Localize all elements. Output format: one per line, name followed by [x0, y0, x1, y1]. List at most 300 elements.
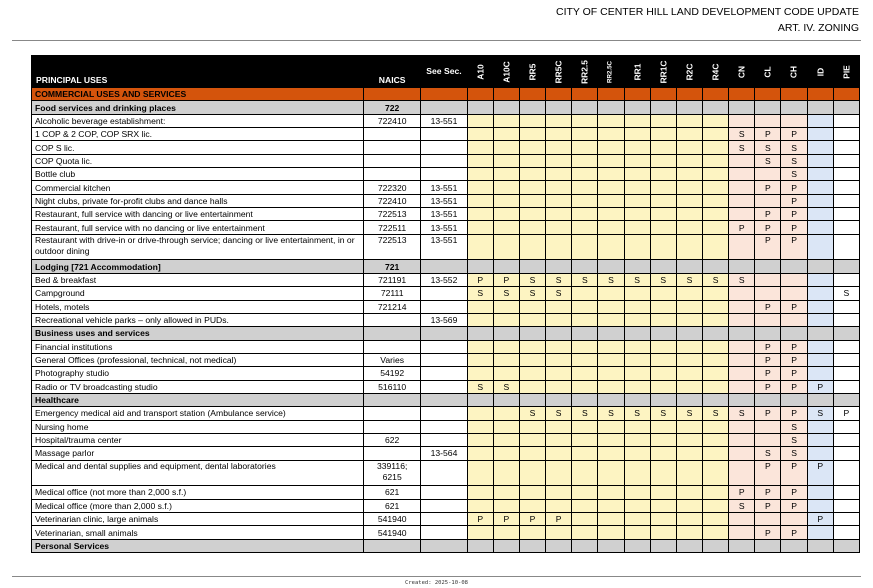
see-section: [421, 420, 467, 433]
zone-permission-cell: P: [755, 499, 781, 512]
zone-permission-cell: [833, 260, 859, 273]
table-row: [32, 353, 860, 366]
zone-permission-cell: [676, 260, 702, 273]
use-label: Medical and dental supplies and equipment, dental laboratories: [32, 460, 364, 486]
use-label: Restaurant with drive-in or drive-through service; dancing or live entertainment, in or outdoor dining: [32, 234, 364, 260]
zone-permission-cell: [572, 114, 598, 127]
table-header-row: [32, 56, 860, 88]
zone-permission-cell: [546, 300, 572, 313]
zone-permission-cell: [624, 141, 650, 154]
zone-header-label: RR2.5: [579, 59, 590, 84]
use-label: Bed & breakfast: [32, 273, 364, 286]
zone-permission-cell: [519, 181, 545, 194]
zone-permission-cell: [676, 221, 702, 234]
zone-permission-cell: [807, 499, 833, 512]
naics-code: [364, 340, 421, 353]
zone-permission-cell: [729, 393, 755, 406]
zone-permission-cell: [650, 154, 676, 167]
zone-permission-cell: [624, 380, 650, 393]
zone-permission-cell: [650, 460, 676, 486]
zone-permission-cell: [833, 154, 859, 167]
zone-permission-cell: [807, 208, 833, 221]
table-row: [32, 486, 860, 499]
zone-permission-cell: [546, 433, 572, 446]
zone-permission-cell: [807, 141, 833, 154]
use-label: Food services and drinking places: [32, 101, 364, 114]
zone-permission-cell: S: [546, 287, 572, 300]
zone-permission-cell: [467, 407, 493, 420]
zone-header: [729, 56, 755, 88]
zone-permission-cell: [519, 114, 545, 127]
table-row: [32, 407, 860, 420]
use-label: Restaurant, full service with no dancing or live entertainment: [32, 221, 364, 234]
principal-uses-header: PRINCIPAL USES: [32, 56, 364, 88]
zone-permission-cell: [729, 181, 755, 194]
zone-header-label: RR5C: [553, 60, 564, 83]
zone-permission-cell: [650, 313, 676, 326]
zone-permission-cell: [546, 194, 572, 207]
zone-permission-cell: [807, 393, 833, 406]
zone-permission-cell: [467, 460, 493, 486]
zone-permission-cell: [493, 313, 519, 326]
zone-permission-cell: [729, 526, 755, 539]
zone-permission-cell: [650, 114, 676, 127]
zone-permission-cell: [598, 513, 624, 526]
zone-permission-cell: S: [676, 273, 702, 286]
zone-permission-cell: [519, 526, 545, 539]
zone-permission-cell: [519, 327, 545, 340]
zone-permission-cell: [703, 234, 729, 260]
zone-permission-cell: [781, 260, 807, 273]
zone-permission-cell: [546, 380, 572, 393]
zone-permission-cell: S: [650, 273, 676, 286]
zone-permission-cell: [546, 526, 572, 539]
zone-permission-cell: [493, 393, 519, 406]
zone-permission-cell: S: [729, 499, 755, 512]
naics-code: 722410: [364, 194, 421, 207]
see-section: [421, 101, 467, 114]
zone-permission-cell: P: [755, 208, 781, 221]
zone-permission-cell: [467, 499, 493, 512]
use-label: Emergency medical aid and transport station (Ambulance service): [32, 407, 364, 420]
zone-permission-cell: P: [755, 486, 781, 499]
zone-permission-cell: [624, 513, 650, 526]
zone-permission-cell: [598, 221, 624, 234]
see-section: 13-551: [421, 114, 467, 127]
zone-permission-cell: [703, 526, 729, 539]
zone-permission-cell: P: [781, 234, 807, 260]
zone-header-label: R4C: [710, 63, 721, 80]
zone-permission-cell: [598, 154, 624, 167]
table-row: [32, 420, 860, 433]
naics-code: [364, 539, 421, 552]
zone-permission-cell: [493, 353, 519, 366]
zone-permission-cell: [624, 114, 650, 127]
use-label: Healthcare: [32, 393, 364, 406]
zone-permission-cell: [546, 499, 572, 512]
zone-permission-cell: [650, 168, 676, 181]
see-section: [421, 260, 467, 273]
zone-permission-cell: [572, 101, 598, 114]
use-label: Veterinarian clinic, large animals: [32, 513, 364, 526]
zone-permission-cell: [650, 393, 676, 406]
zone-permission-cell: [519, 88, 545, 101]
zone-permission-cell: [624, 460, 650, 486]
zone-permission-cell: S: [519, 287, 545, 300]
zone-permission-cell: [807, 101, 833, 114]
table-body: [32, 88, 860, 553]
zone-permission-cell: [755, 88, 781, 101]
zone-permission-cell: [729, 88, 755, 101]
use-label: Commercial kitchen: [32, 181, 364, 194]
zone-permission-cell: [729, 460, 755, 486]
naics-code: 339116; 6215: [364, 460, 421, 486]
zone-permission-cell: [833, 447, 859, 460]
naics-code: [364, 313, 421, 326]
table-row: [32, 367, 860, 380]
zone-permission-cell: P: [755, 526, 781, 539]
zone-permission-cell: S: [624, 407, 650, 420]
zone-permission-cell: [703, 128, 729, 141]
zone-permission-cell: P: [807, 460, 833, 486]
zone-permission-cell: [546, 208, 572, 221]
zone-permission-cell: [755, 513, 781, 526]
use-label: Photography studio: [32, 367, 364, 380]
zone-permission-cell: [807, 128, 833, 141]
zone-permission-cell: [729, 513, 755, 526]
zone-permission-cell: [703, 486, 729, 499]
table-row: [32, 141, 860, 154]
zone-header: [572, 56, 598, 88]
zone-permission-cell: [650, 221, 676, 234]
zone-permission-cell: [676, 154, 702, 167]
zone-permission-cell: [624, 367, 650, 380]
zone-header-label: RR1: [632, 63, 643, 80]
zone-permission-cell: [703, 221, 729, 234]
zone-permission-cell: [467, 539, 493, 552]
naics-code: 721191: [364, 273, 421, 286]
zone-permission-cell: [703, 181, 729, 194]
zone-permission-cell: [546, 141, 572, 154]
naics-code: [364, 447, 421, 460]
zone-permission-cell: [650, 486, 676, 499]
zone-permission-cell: P: [781, 367, 807, 380]
table-row: [32, 221, 860, 234]
table-row: [32, 513, 860, 526]
group-row: [32, 260, 860, 273]
zone-permission-cell: [755, 194, 781, 207]
zone-permission-cell: [703, 539, 729, 552]
see-section: [421, 513, 467, 526]
naics-code: [364, 407, 421, 420]
zone-permission-cell: [650, 433, 676, 446]
zone-permission-cell: [546, 460, 572, 486]
zone-header: [598, 56, 624, 88]
zone-permission-cell: [703, 447, 729, 460]
zone-permission-cell: [781, 327, 807, 340]
see-section: [421, 353, 467, 366]
zone-permission-cell: [572, 460, 598, 486]
zone-permission-cell: [519, 460, 545, 486]
zone-permission-cell: S: [467, 380, 493, 393]
zone-permission-cell: [572, 486, 598, 499]
zone-permission-cell: [729, 380, 755, 393]
zone-permission-cell: [519, 234, 545, 260]
zone-permission-cell: [598, 101, 624, 114]
naics-code: [364, 128, 421, 141]
zone-permission-cell: [467, 420, 493, 433]
use-label: Lodging [721 Accommodation]: [32, 260, 364, 273]
zone-permission-cell: [467, 327, 493, 340]
zone-permission-cell: [493, 221, 519, 234]
zone-permission-cell: P: [755, 128, 781, 141]
zone-permission-cell: [676, 433, 702, 446]
zone-permission-cell: [729, 234, 755, 260]
zone-permission-cell: S: [650, 407, 676, 420]
zone-permission-cell: [650, 353, 676, 366]
table-row: [32, 194, 860, 207]
see-section: [421, 154, 467, 167]
zone-permission-cell: [467, 260, 493, 273]
table-row: [32, 273, 860, 286]
zone-permission-cell: [624, 194, 650, 207]
zone-permission-cell: S: [755, 154, 781, 167]
zone-permission-cell: [650, 194, 676, 207]
header-divider: [12, 40, 861, 41]
zone-permission-cell: [598, 88, 624, 101]
zone-permission-cell: [572, 154, 598, 167]
zone-permission-cell: [676, 393, 702, 406]
see-section: 13-551: [421, 208, 467, 221]
zone-permission-cell: [572, 287, 598, 300]
zone-permission-cell: [807, 154, 833, 167]
zone-permission-cell: [676, 460, 702, 486]
zone-permission-cell: [467, 88, 493, 101]
zone-permission-cell: [807, 181, 833, 194]
zone-permission-cell: [493, 194, 519, 207]
zone-header-label: RR5: [527, 63, 538, 80]
zone-permission-cell: [676, 128, 702, 141]
zone-permission-cell: [546, 181, 572, 194]
zone-permission-cell: [572, 447, 598, 460]
zone-permission-cell: [572, 208, 598, 221]
use-label: Hotels, motels: [32, 300, 364, 313]
table-row: [32, 380, 860, 393]
naics-code: 722513: [364, 208, 421, 221]
zone-permission-cell: [650, 380, 676, 393]
zone-header-label: RR2.5C: [606, 60, 614, 83]
zone-permission-cell: [598, 447, 624, 460]
zone-permission-cell: [546, 367, 572, 380]
group-row: [32, 327, 860, 340]
table-row: [32, 526, 860, 539]
zone-permission-cell: P: [755, 380, 781, 393]
zone-permission-cell: [572, 420, 598, 433]
naics-code: 722511: [364, 221, 421, 234]
zone-permission-cell: [598, 114, 624, 127]
naics-code: [364, 154, 421, 167]
zone-permission-cell: [493, 447, 519, 460]
zone-permission-cell: [598, 141, 624, 154]
table-row: [32, 300, 860, 313]
table-row: [32, 460, 860, 486]
zone-permission-cell: [676, 287, 702, 300]
zone-header-label: PIE: [841, 64, 852, 79]
zone-permission-cell: [703, 499, 729, 512]
zone-header: [703, 56, 729, 88]
zone-permission-cell: [755, 327, 781, 340]
zone-permission-cell: S: [598, 273, 624, 286]
zone-permission-cell: [493, 486, 519, 499]
naics-code: 72111: [364, 287, 421, 300]
zone-permission-cell: [833, 539, 859, 552]
zone-permission-cell: [598, 128, 624, 141]
zone-permission-cell: [676, 141, 702, 154]
zone-permission-cell: [598, 260, 624, 273]
use-label: Business uses and services: [32, 327, 364, 340]
zone-permission-cell: [624, 486, 650, 499]
zone-permission-cell: [676, 101, 702, 114]
zone-permission-cell: [703, 433, 729, 446]
use-label: 1 COP & 2 COP, COP SRX lic.: [32, 128, 364, 141]
table-row: [32, 168, 860, 181]
zone-permission-cell: [729, 101, 755, 114]
zone-permission-cell: [467, 313, 493, 326]
zone-permission-cell: S: [729, 141, 755, 154]
zone-permission-cell: P: [755, 234, 781, 260]
zone-permission-cell: [493, 340, 519, 353]
category-row: [32, 88, 860, 101]
group-row: [32, 539, 860, 552]
table-row: [32, 433, 860, 446]
zone-permission-cell: [729, 447, 755, 460]
zone-permission-cell: S: [729, 273, 755, 286]
zone-permission-cell: [572, 181, 598, 194]
zone-permission-cell: [624, 168, 650, 181]
zone-permission-cell: [676, 300, 702, 313]
zone-permission-cell: [833, 194, 859, 207]
zone-permission-cell: [676, 513, 702, 526]
zone-permission-cell: [624, 234, 650, 260]
zone-permission-cell: [467, 168, 493, 181]
zone-permission-cell: [467, 393, 493, 406]
zone-permission-cell: [833, 460, 859, 486]
table-row: [32, 340, 860, 353]
zone-permission-cell: [703, 101, 729, 114]
see-section: [421, 287, 467, 300]
zone-permission-cell: S: [781, 420, 807, 433]
zone-permission-cell: [729, 208, 755, 221]
see-section: [421, 460, 467, 486]
zone-permission-cell: P: [781, 486, 807, 499]
see-section: [421, 168, 467, 181]
zone-permission-cell: [598, 460, 624, 486]
zone-permission-cell: [546, 101, 572, 114]
naics-code: 516110: [364, 380, 421, 393]
footer-divider: [12, 576, 861, 577]
zone-permission-cell: [519, 154, 545, 167]
zone-permission-cell: [807, 353, 833, 366]
zone-permission-cell: [703, 353, 729, 366]
zone-permission-cell: [572, 234, 598, 260]
zone-permission-cell: [572, 393, 598, 406]
zone-permission-cell: [493, 407, 519, 420]
zone-header: [781, 56, 807, 88]
zone-permission-cell: [572, 327, 598, 340]
zone-permission-cell: [572, 128, 598, 141]
naics-code: [364, 327, 421, 340]
zone-permission-cell: P: [781, 194, 807, 207]
zone-permission-cell: [833, 101, 859, 114]
zone-permission-cell: [807, 168, 833, 181]
zone-permission-cell: [598, 526, 624, 539]
zone-permission-cell: [833, 367, 859, 380]
zone-permission-cell: [807, 486, 833, 499]
zone-permission-cell: [781, 393, 807, 406]
zone-permission-cell: [572, 313, 598, 326]
see-section: [421, 433, 467, 446]
use-label: Restaurant, full service with dancing or live entertainment: [32, 208, 364, 221]
zone-permission-cell: [676, 526, 702, 539]
zone-permission-cell: [650, 539, 676, 552]
zone-permission-cell: [676, 168, 702, 181]
zone-permission-cell: [624, 208, 650, 221]
naics-code: [364, 168, 421, 181]
zone-permission-cell: [519, 433, 545, 446]
zone-permission-cell: [650, 327, 676, 340]
zone-permission-cell: [781, 539, 807, 552]
zone-permission-cell: [624, 313, 650, 326]
zone-permission-cell: [755, 393, 781, 406]
document-subtitle: ART. IV. ZONING: [777, 22, 859, 34]
zone-permission-cell: [519, 300, 545, 313]
zone-permission-cell: S: [703, 407, 729, 420]
zone-permission-cell: [598, 393, 624, 406]
zone-permission-cell: [598, 539, 624, 552]
zone-permission-cell: S: [624, 273, 650, 286]
see-section: 13-551: [421, 194, 467, 207]
zone-permission-cell: [598, 420, 624, 433]
zone-permission-cell: [467, 526, 493, 539]
zone-header: [807, 56, 833, 88]
zone-permission-cell: [572, 260, 598, 273]
zone-permission-cell: P: [807, 513, 833, 526]
zone-permission-cell: [546, 114, 572, 127]
zone-permission-cell: [519, 221, 545, 234]
see-section: 13-551: [421, 234, 467, 260]
zone-permission-cell: P: [781, 181, 807, 194]
use-label: Personal Services: [32, 539, 364, 552]
zone-permission-cell: [833, 168, 859, 181]
zone-permission-cell: [807, 221, 833, 234]
naics-code: 541940: [364, 526, 421, 539]
zone-permission-cell: [833, 181, 859, 194]
naics-code: 621: [364, 499, 421, 512]
zone-permission-cell: P: [781, 340, 807, 353]
zone-permission-cell: [467, 154, 493, 167]
zone-permission-cell: [467, 367, 493, 380]
zone-permission-cell: [572, 88, 598, 101]
zone-permission-cell: [833, 499, 859, 512]
zone-permission-cell: [572, 194, 598, 207]
see-sec-header: See Sec.: [421, 56, 467, 88]
zone-permission-cell: [519, 499, 545, 512]
zone-permission-cell: P: [755, 460, 781, 486]
zone-permission-cell: [833, 486, 859, 499]
zone-permission-cell: S: [676, 407, 702, 420]
zone-permission-cell: [624, 420, 650, 433]
zone-permission-cell: [807, 420, 833, 433]
